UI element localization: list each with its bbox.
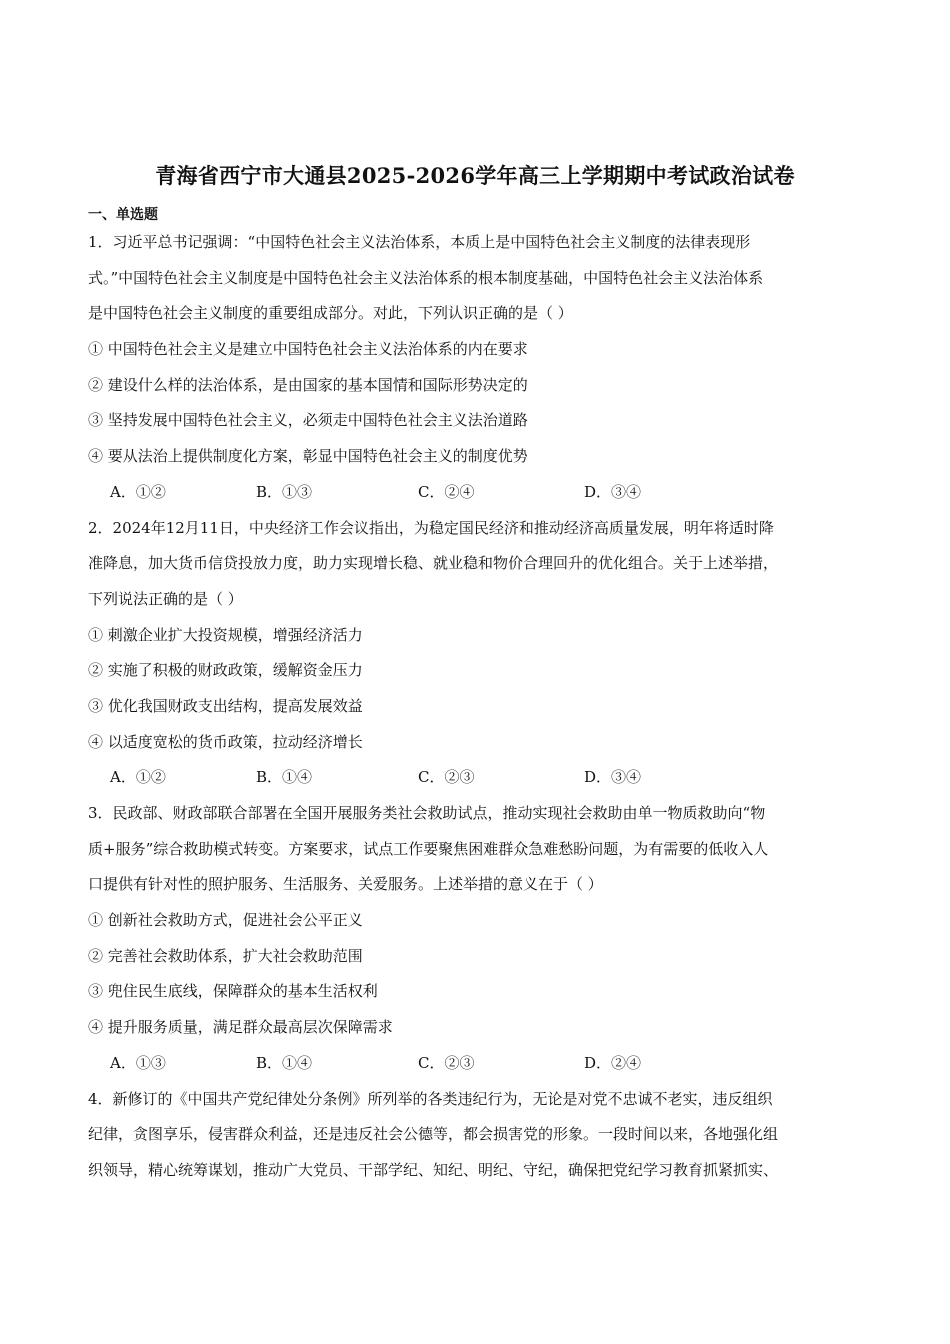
question-stem-line: 1．习近平总书记强调：“中国特色社会主义法治体系，本质上是中国特色社会主义制度的法律表现形: [88, 233, 751, 251]
question-stem-line: 是中国特色社会主义制度的重要组成部分。对此，下列认识正确的是（ ）: [88, 304, 573, 323]
option-a: A．①②: [110, 482, 166, 501]
option-d: D．③④: [584, 768, 642, 787]
statement-1: ① 刺激企业扩大投资规模，增强经济活力: [88, 625, 363, 644]
option-c: C．②③: [418, 768, 475, 787]
statement-1: ① 创新社会救助方式，促进社会公平正义: [88, 911, 363, 930]
question-list: [88, 225, 860, 1189]
question-stem-line: 质+服务”综合救助模式转变。方案要求，试点工作要聚焦困难群众急难愁盼问题，为有需要的低收入人: [88, 839, 769, 858]
question-stem-line: 3．民政部、财政部联合部署在全国开展服务类社会救助试点，推动实现社会救助由单一物质救助向“物: [88, 804, 766, 822]
option-d: D．③④: [584, 482, 642, 501]
statement-2: ② 实施了积极的财政政策，缓解资金压力: [88, 661, 363, 680]
statement-3: ③ 优化我国财政支出结构，提高发展效益: [88, 696, 363, 715]
option-b: B．①③: [256, 482, 313, 501]
question-1: [88, 225, 860, 511]
option-a: A．①②: [110, 768, 166, 787]
question-4: [88, 1082, 860, 1189]
answer-options: [88, 475, 860, 511]
question-stem-line: 下列说法正确的是（ ）: [88, 589, 243, 608]
option-c: C．②③: [418, 1053, 475, 1072]
statement-4: ④ 提升服务质量，满足群众最高层次保障需求: [88, 1018, 393, 1037]
question-stem-line: 式。”中国特色社会主义制度是中国特色社会主义法治体系的根本制度基础，中国特色社会主义法治体系: [88, 268, 764, 287]
option-d: D．②④: [584, 1053, 642, 1072]
document-title: 青海省西宁市大通县2025-2026学年高三上学期期中考试政治试卷: [155, 163, 795, 188]
statement-3: ③ 兜住民生底线，保障群众的基本生活权利: [88, 982, 378, 1001]
question-stem-line: 准降息，加大货币信贷投放力度，助力实现增长稳、就业稳和物价合理回升的优化组合。关于上述举措，: [88, 554, 779, 573]
option-c: C．②④: [418, 482, 475, 501]
statement-3: ③ 坚持发展中国特色社会主义，必须走中国特色社会主义法治道路: [88, 411, 528, 430]
option-a: A．①③: [110, 1053, 166, 1072]
statement-4: ④ 要从法治上提供制度化方案，彰显中国特色社会主义的制度优势: [88, 447, 528, 466]
question-stem-line: 2．2024年12月11日，中央经济工作会议指出，为稳定国民经济和推动经济高质量发展，明年将适时降: [88, 518, 774, 537]
statement-2: ② 建设什么样的法治体系，是由国家的基本国情和国际形势决定的: [88, 375, 528, 394]
answer-options: [88, 1046, 860, 1082]
question-3: [88, 796, 860, 1082]
question-2: [88, 511, 860, 797]
statement-4: ④ 以适度宽松的货币政策，拉动经济增长: [88, 732, 363, 751]
question-stem-line: 口提供有针对性的照护服务、生活服务、关爱服务。上述举措的意义在于（ ）: [88, 875, 603, 894]
statement-1: ① 中国特色社会主义是建立中国特色社会主义法治体系的内在要求: [88, 340, 528, 359]
answer-options: [88, 760, 860, 796]
section-heading: 一、单选题: [88, 207, 158, 223]
statement-2: ② 完善社会救助体系，扩大社会救助范围: [88, 946, 363, 965]
question-stem-line: 织领导，精心统筹谋划，推动广大党员、干部学纪、知纪、明纪、守纪，确保把党纪学习教育抓紧抓实、: [88, 1160, 779, 1179]
option-b: B．①④: [256, 768, 313, 787]
question-stem-line: 纪律，贪图享乐，侵害群众利益，还是违反社会公德等，都会损害党的形象。一段时间以来，各地强化组: [88, 1125, 779, 1144]
option-b: B．①④: [256, 1053, 313, 1072]
question-stem-line: 4．新修订的《中国共产党纪律处分条例》所列举的各类违纪行为，无论是对党不忠诚不老实，违反组织: [88, 1089, 773, 1108]
